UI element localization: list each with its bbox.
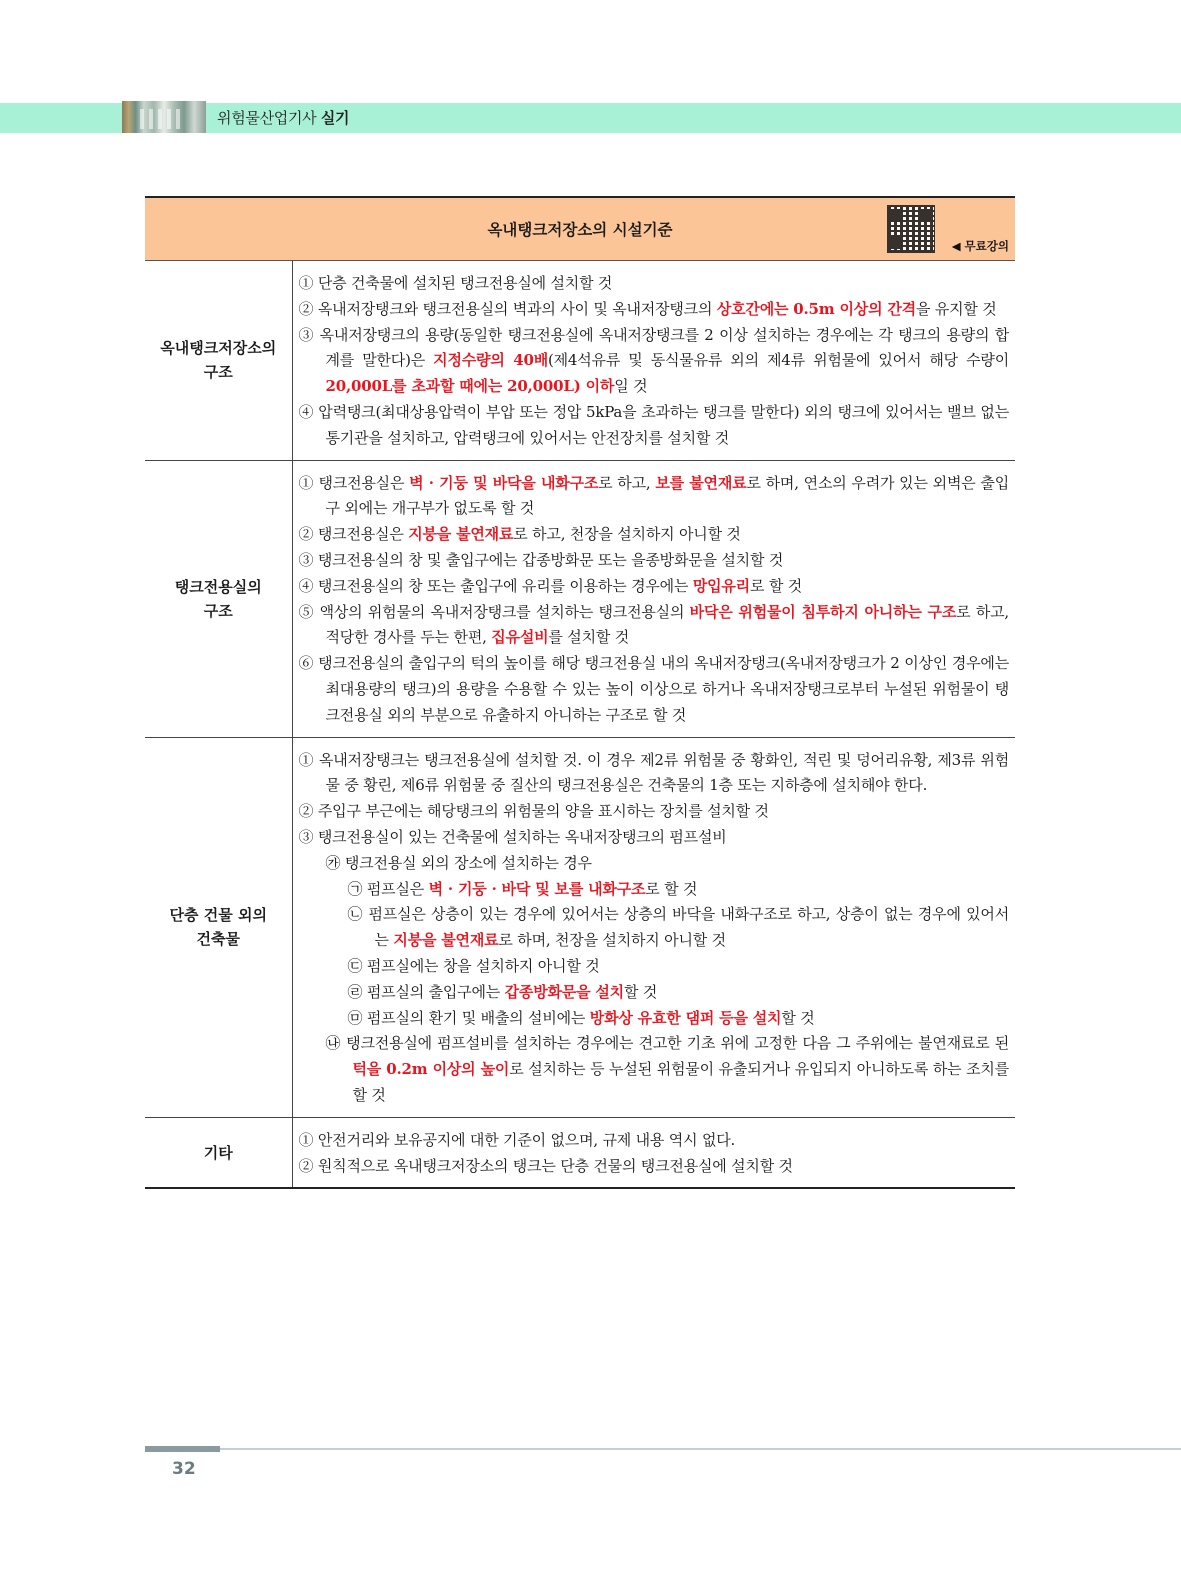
item-text: 로 할 것 — [645, 879, 698, 898]
item-text: ② 원칙적으로 옥내탱크저장소의 탱크는 단층 건물의 탱크전용실에 설치할 것 — [298, 1156, 793, 1175]
row-label — [145, 737, 292, 1117]
qr-code-icon[interactable] — [887, 205, 935, 253]
item-text: (제4석유류 및 동식물유류 외의 제4류 위험물에 있어서 해당 수량이 — [547, 351, 1009, 370]
item-text: ② 옥내저장탱크와 탱크전용실의 벽과의 사이 및 옥내저장탱크의 — [298, 299, 717, 318]
list-item — [299, 400, 1010, 452]
highlighted-text: 방화상 유효한 댐퍼 등을 설치 — [589, 1008, 782, 1027]
list-item — [299, 651, 1010, 728]
table-title-row — [145, 197, 1015, 261]
item-text: ① 옥내저장탱크는 탱크전용실에 설치할 것. 이 경우 제2류 위험물 중 황화인, 적린 및 덩어리유황, 제3류 위험물 중 황린, 제6류 위험물 중 질산의 탱크전용실은 건축물의 1층 또는 지하층에 설치해야 한다. — [298, 750, 1009, 795]
table-title: 옥내탱크저장소의 시설기준 — [487, 221, 673, 239]
item-text: ④ 압력탱크(최대상용압력이 부압 또는 정압 5kPa을 초과하는 탱크를 말한다) 외의 탱크에 있어서는 밸브 없는 통기관을 설치하고, 압력탱크에 있어서는 안전장치를 설치할 것 — [298, 402, 1009, 447]
list-item — [299, 271, 1010, 297]
item-text: ② 주입구 부근에는 해당탱크의 위험물의 양을 표시하는 장치를 설치할 것 — [298, 802, 769, 821]
item-text: ③ 옥내저장탱크의 용량(동일한 탱크전용실에 옥내저장탱크를 2 이상 설치하는 경우에는 각 탱크의 용량의 합계를 말한다)은 — [298, 325, 1009, 370]
footer-line — [220, 1448, 1181, 1450]
list-item — [299, 1154, 1010, 1180]
item-text: 할 것 — [623, 982, 658, 1001]
row-label — [145, 261, 292, 461]
list-item — [299, 323, 1010, 400]
item-text: 일 것 — [614, 377, 648, 396]
table-row — [145, 1117, 1015, 1188]
facility-standards-table — [145, 196, 1015, 1189]
row-content — [292, 261, 1015, 461]
item-text: ④ 탱크전용실의 창 또는 출입구에 유리를 이용하는 경우에는 — [298, 576, 693, 595]
list-item — [299, 748, 1010, 800]
item-text: 로 하며, 천장을 설치하지 아니할 것 — [498, 931, 726, 950]
highlighted-text: 갑종방화문을 설치 — [504, 982, 624, 1001]
list-item — [299, 471, 1010, 523]
highlighted-text: 벽 · 기둥 · 바닥 및 보를 내화구조 — [428, 879, 646, 898]
item-text: ③ 탱크전용실이 있는 건축물에 설치하는 옥내저장탱크의 펌프설비 — [298, 827, 727, 846]
item-text: ㉤ 펌프실의 환기 및 배출의 설비에는 — [347, 1008, 590, 1027]
highlighted-text: 지정수량의 40배 — [433, 351, 548, 370]
row-label-line: 옥내탱크저장소의 — [160, 339, 277, 358]
highlighted-text: 지붕을 불연재료 — [408, 525, 514, 544]
row-label-line: 구조 — [203, 601, 233, 620]
item-text: 로 하며, 연소의 우려가 있는 외벽은 출입구 외에는 개구부가 없도록 할 것 — [325, 473, 1010, 518]
item-text: ㉮ 탱크전용실 외의 장소에 설치하는 경우 — [325, 853, 592, 872]
row-content — [292, 460, 1015, 737]
item-text: ① 안전거리와 보유공지에 대한 기준이 없으며, 규제 내용 역시 없다. — [298, 1130, 736, 1149]
item-text: 를 설치할 것 — [548, 628, 630, 647]
list-item — [299, 954, 1010, 980]
item-text: ㉢ 펌프실에는 창을 설치하지 아니할 것 — [347, 956, 600, 975]
highlighted-text: 턱을 0.2m 이상의 높이 — [352, 1060, 510, 1079]
list-item — [299, 1128, 1010, 1154]
header-photo-image — [122, 101, 206, 133]
highlighted-text: 지붕을 불연재료 — [393, 931, 499, 950]
row-label — [145, 460, 292, 737]
item-text: 을 유지할 것 — [915, 299, 997, 318]
item-text: ① 단층 건축물에 설치된 탱크전용실에 설치할 것 — [298, 274, 613, 292]
row-label-line: 단층 건물 외의 — [169, 906, 267, 925]
item-text: ③ 탱크전용실의 창 및 출입구에는 갑종방화문 또는 을종방화문을 설치할 것 — [298, 550, 784, 569]
list-item — [299, 297, 1010, 323]
list-item — [299, 574, 1010, 600]
list-item — [299, 902, 1010, 954]
list-item — [299, 877, 1010, 903]
row-label-line: 건축물 — [196, 930, 240, 949]
item-text: 로 하고, 적당한 경사를 두는 한편, — [325, 602, 1009, 647]
list-item — [299, 799, 1010, 825]
item-text: 로 설치하는 등 누설된 위험물이 유출되거나 유입되지 아니하도록 하는 조치를 할 것 — [352, 1060, 1010, 1104]
highlighted-text: 보를 불연재료 — [655, 473, 747, 492]
item-text: 로 하고, — [598, 473, 656, 492]
book-title: 위험물산업기사 실기 — [217, 109, 350, 127]
page-number: 32 — [172, 1459, 196, 1479]
table-row — [145, 460, 1015, 737]
highlighted-text: 20,000L를 초과할 때에는 20,000L) 이하 — [325, 377, 615, 396]
table-row — [145, 261, 1015, 461]
list-item — [299, 600, 1010, 652]
row-label-line: 기타 — [203, 1143, 233, 1162]
item-text: ㉯ 탱크전용실에 펌프설비를 설치하는 경우에는 견고한 기초 위에 고정한 다음 그 주위에는 불연재료로 된 — [325, 1034, 1009, 1053]
item-text: 로 하고, 천장을 설치하지 아니할 것 — [513, 525, 741, 544]
list-item — [299, 980, 1010, 1006]
highlighted-text: 집유설비 — [491, 628, 549, 647]
table-row — [145, 737, 1015, 1117]
item-text: ㉡ 펌프실은 상층이 있는 경우에 있어서는 상층의 바닥을 내화구조로 하고, 상층이 없는 경우에 있어서는 — [347, 905, 1009, 950]
row-content — [292, 1117, 1015, 1188]
list-item — [299, 1006, 1010, 1032]
list-item — [299, 522, 1010, 548]
row-label-line: 탱크전용실의 — [174, 577, 262, 596]
list-item — [299, 1031, 1010, 1108]
row-label — [145, 1117, 292, 1188]
footer-bar — [145, 1446, 220, 1452]
item-text: ⑥ 탱크전용실의 출입구의 턱의 높이를 해당 탱크전용실 내의 옥내저장탱크(옥내저장탱크가 2 이상인 경우에는 최대용량의 탱크)의 용량을 수용할 수 있는 높이 이상으로 하거나 옥내저장탱크로부터 누설된 위험물이 탱크전용실 외의 부분으로 유출하지 아니하는 구조로 할 것 — [298, 654, 1009, 724]
highlighted-text: 망입유리 — [692, 576, 750, 595]
item-text: ② 탱크전용실은 — [298, 525, 409, 544]
row-label-line: 구조 — [203, 363, 233, 382]
item-text: ① 탱크전용실은 — [298, 473, 410, 492]
item-text: 로 할 것 — [749, 576, 802, 595]
item-text: 할 것 — [781, 1008, 815, 1027]
list-item — [299, 851, 1010, 877]
highlighted-text: 바닥은 위험물이 침투하지 아니하는 구조 — [689, 602, 957, 621]
free-lecture-link[interactable]: ◀ 무료강의 — [951, 239, 1009, 253]
highlighted-text: 벽 · 기둥 및 바닥을 내화구조 — [409, 473, 599, 492]
list-item — [299, 825, 1010, 851]
highlighted-text: 상호간에는 0.5m 이상의 간격 — [716, 299, 916, 318]
row-content — [292, 737, 1015, 1117]
item-text: ⑤ 액상의 위험물의 옥내저장탱크를 설치하는 탱크전용실의 — [298, 602, 690, 621]
item-text: ㉠ 펌프실은 — [347, 879, 429, 898]
item-text: ㉣ 펌프실의 출입구에는 — [347, 982, 505, 1001]
list-item — [299, 548, 1010, 574]
